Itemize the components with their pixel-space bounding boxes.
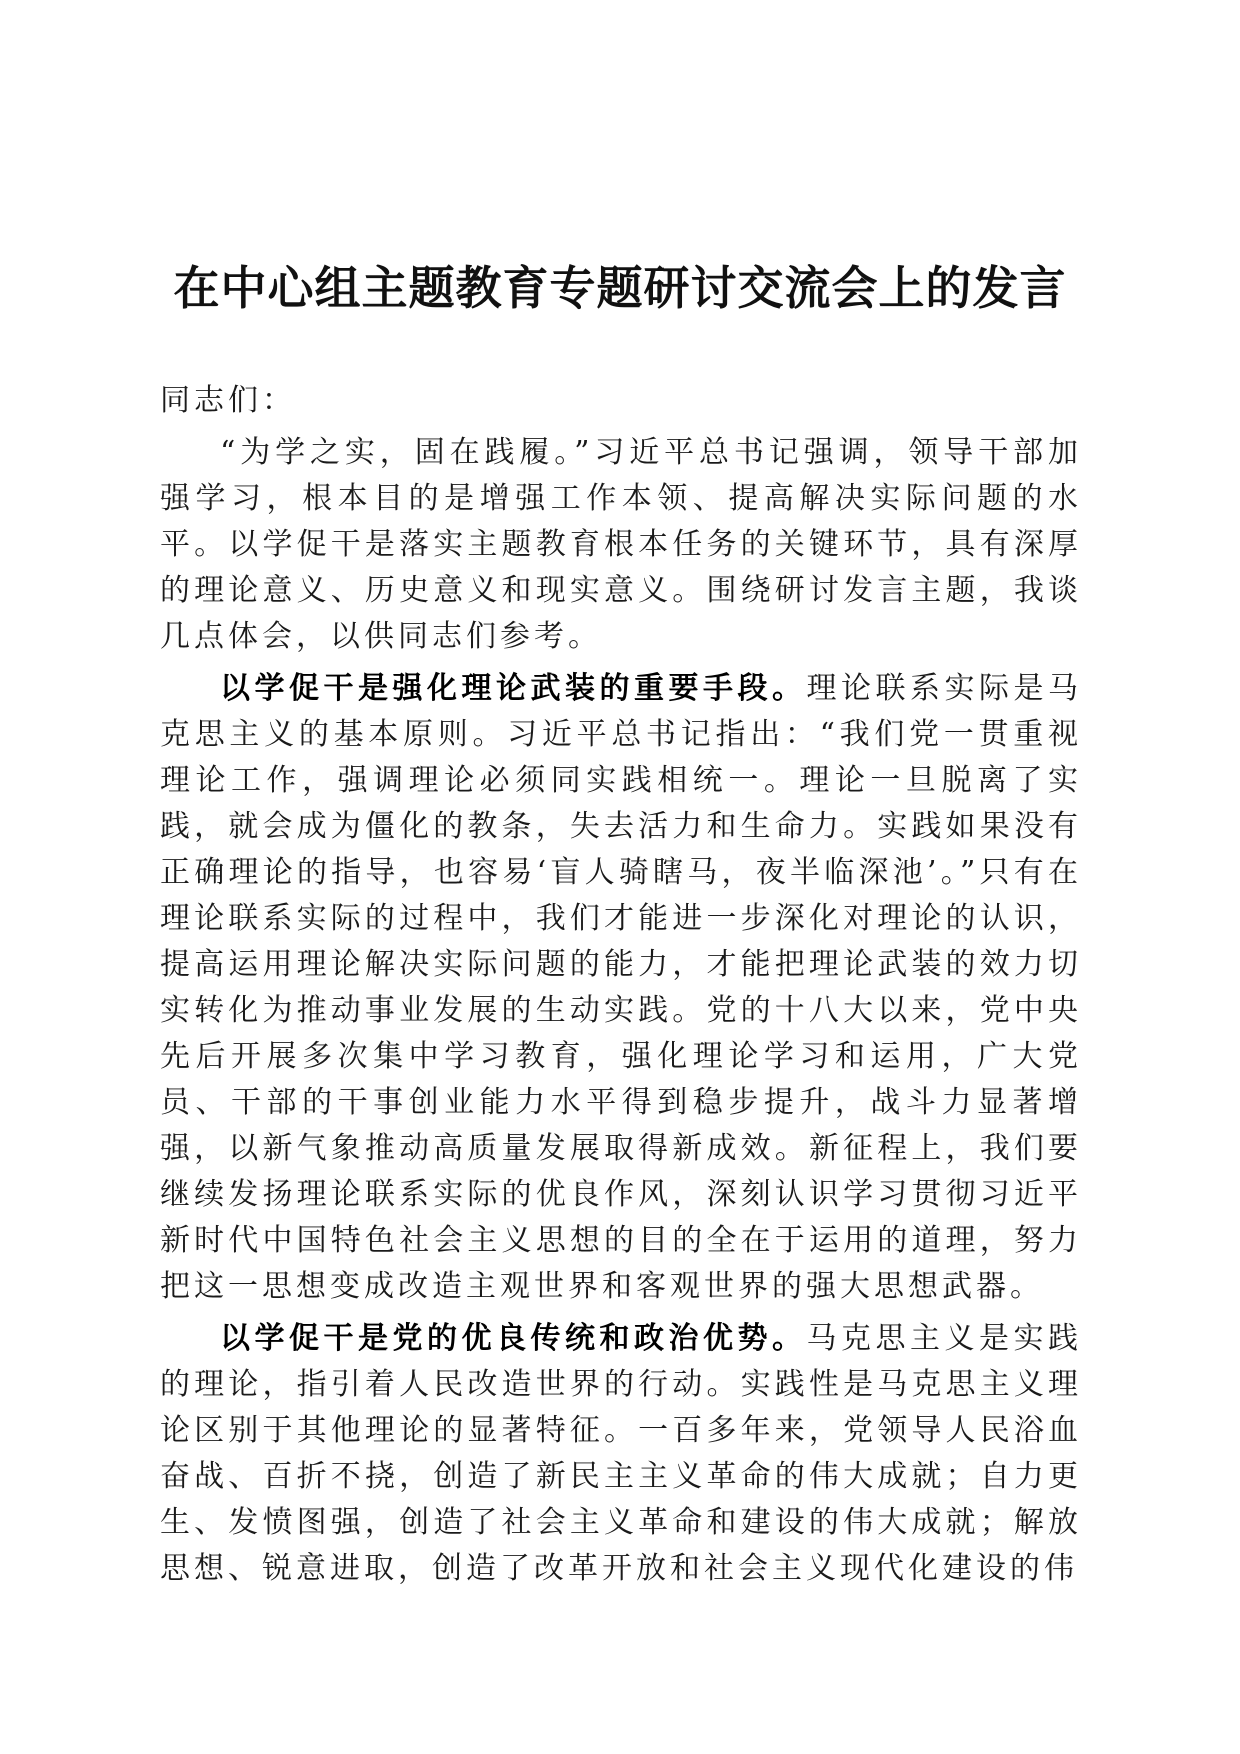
salutation: 同志们： xyxy=(160,383,296,418)
document-title: 在中心组主题教育专题研讨交流会上的发言 xyxy=(173,261,1067,315)
paragraph-lead-heading: 以学促干是强化理论武装的重要手段。 xyxy=(220,671,807,706)
document-body xyxy=(160,378,1082,1598)
paragraph-lead-heading: 以学促干是党的优良传统和政治优势。 xyxy=(220,1321,807,1356)
paragraph-text: 马克思主义是实践的理论，指引着人民改造世界的行动。实践性是马克思主义理论区别于其他理论的显著特征。一百多年来，党领导人民浴血奋战、百折不挠，创造了新民主主义革命的伟大成就；自力更生、发愤图强，创造了社会主义革命和建设的伟大成就；解放思想、锐意进取，创造了改革开放和社会主义现代化建设的伟 xyxy=(160,1321,1082,1586)
paragraph-fine-tradition xyxy=(160,1316,1082,1592)
paragraph-text: “为学之实，固在践履。”习近平总书记强调，领导干部加强学习，根本目的是增强工作本领、提高解决实际问题的水平。以学促干是落实主题教育根本任务的关键环节，具有深厚的理论意义、历史意义和现实意义。围绕研讨发言主题，我谈几点体会，以供同志们参考。 xyxy=(160,435,1082,654)
paragraph-intro xyxy=(160,430,1082,660)
paragraph-text: 理论联系实际是马克思主义的基本原则。习近平总书记指出：“我们党一贯重视理论工作，强调理论必须同实践相统一。理论一旦脱离了实践，就会成为僵化的教条，失去活力和生命力。实践如果没有正确理论的指导，也容易‘盲人骑瞎马，夜半临深池’。”只有在理论联系实际的过程中，我们才能进一步深化对理论的认识，提高运用理论解决实际问题的能力，才能把理论武装的效力切实转化为推动事业发展的生动实践。党的十八大以来，党中央先后开展多次集中学习教育，强化理论学习和运用，广大党员、干部的干事创业能力水平得到稳步提升，战斗力显著增强，以新气象推动高质量发展取得新成效。新征程上，我们要继续发扬理论联系实际的优良作风，深刻认识学习贯彻习近平新时代中国特色社会主义思想的目的全在于运用的道理，努力把这一思想变成改造主观世界和客观世界的强大思想武器。 xyxy=(160,671,1082,1304)
paragraph-theory-armament xyxy=(160,666,1082,1310)
